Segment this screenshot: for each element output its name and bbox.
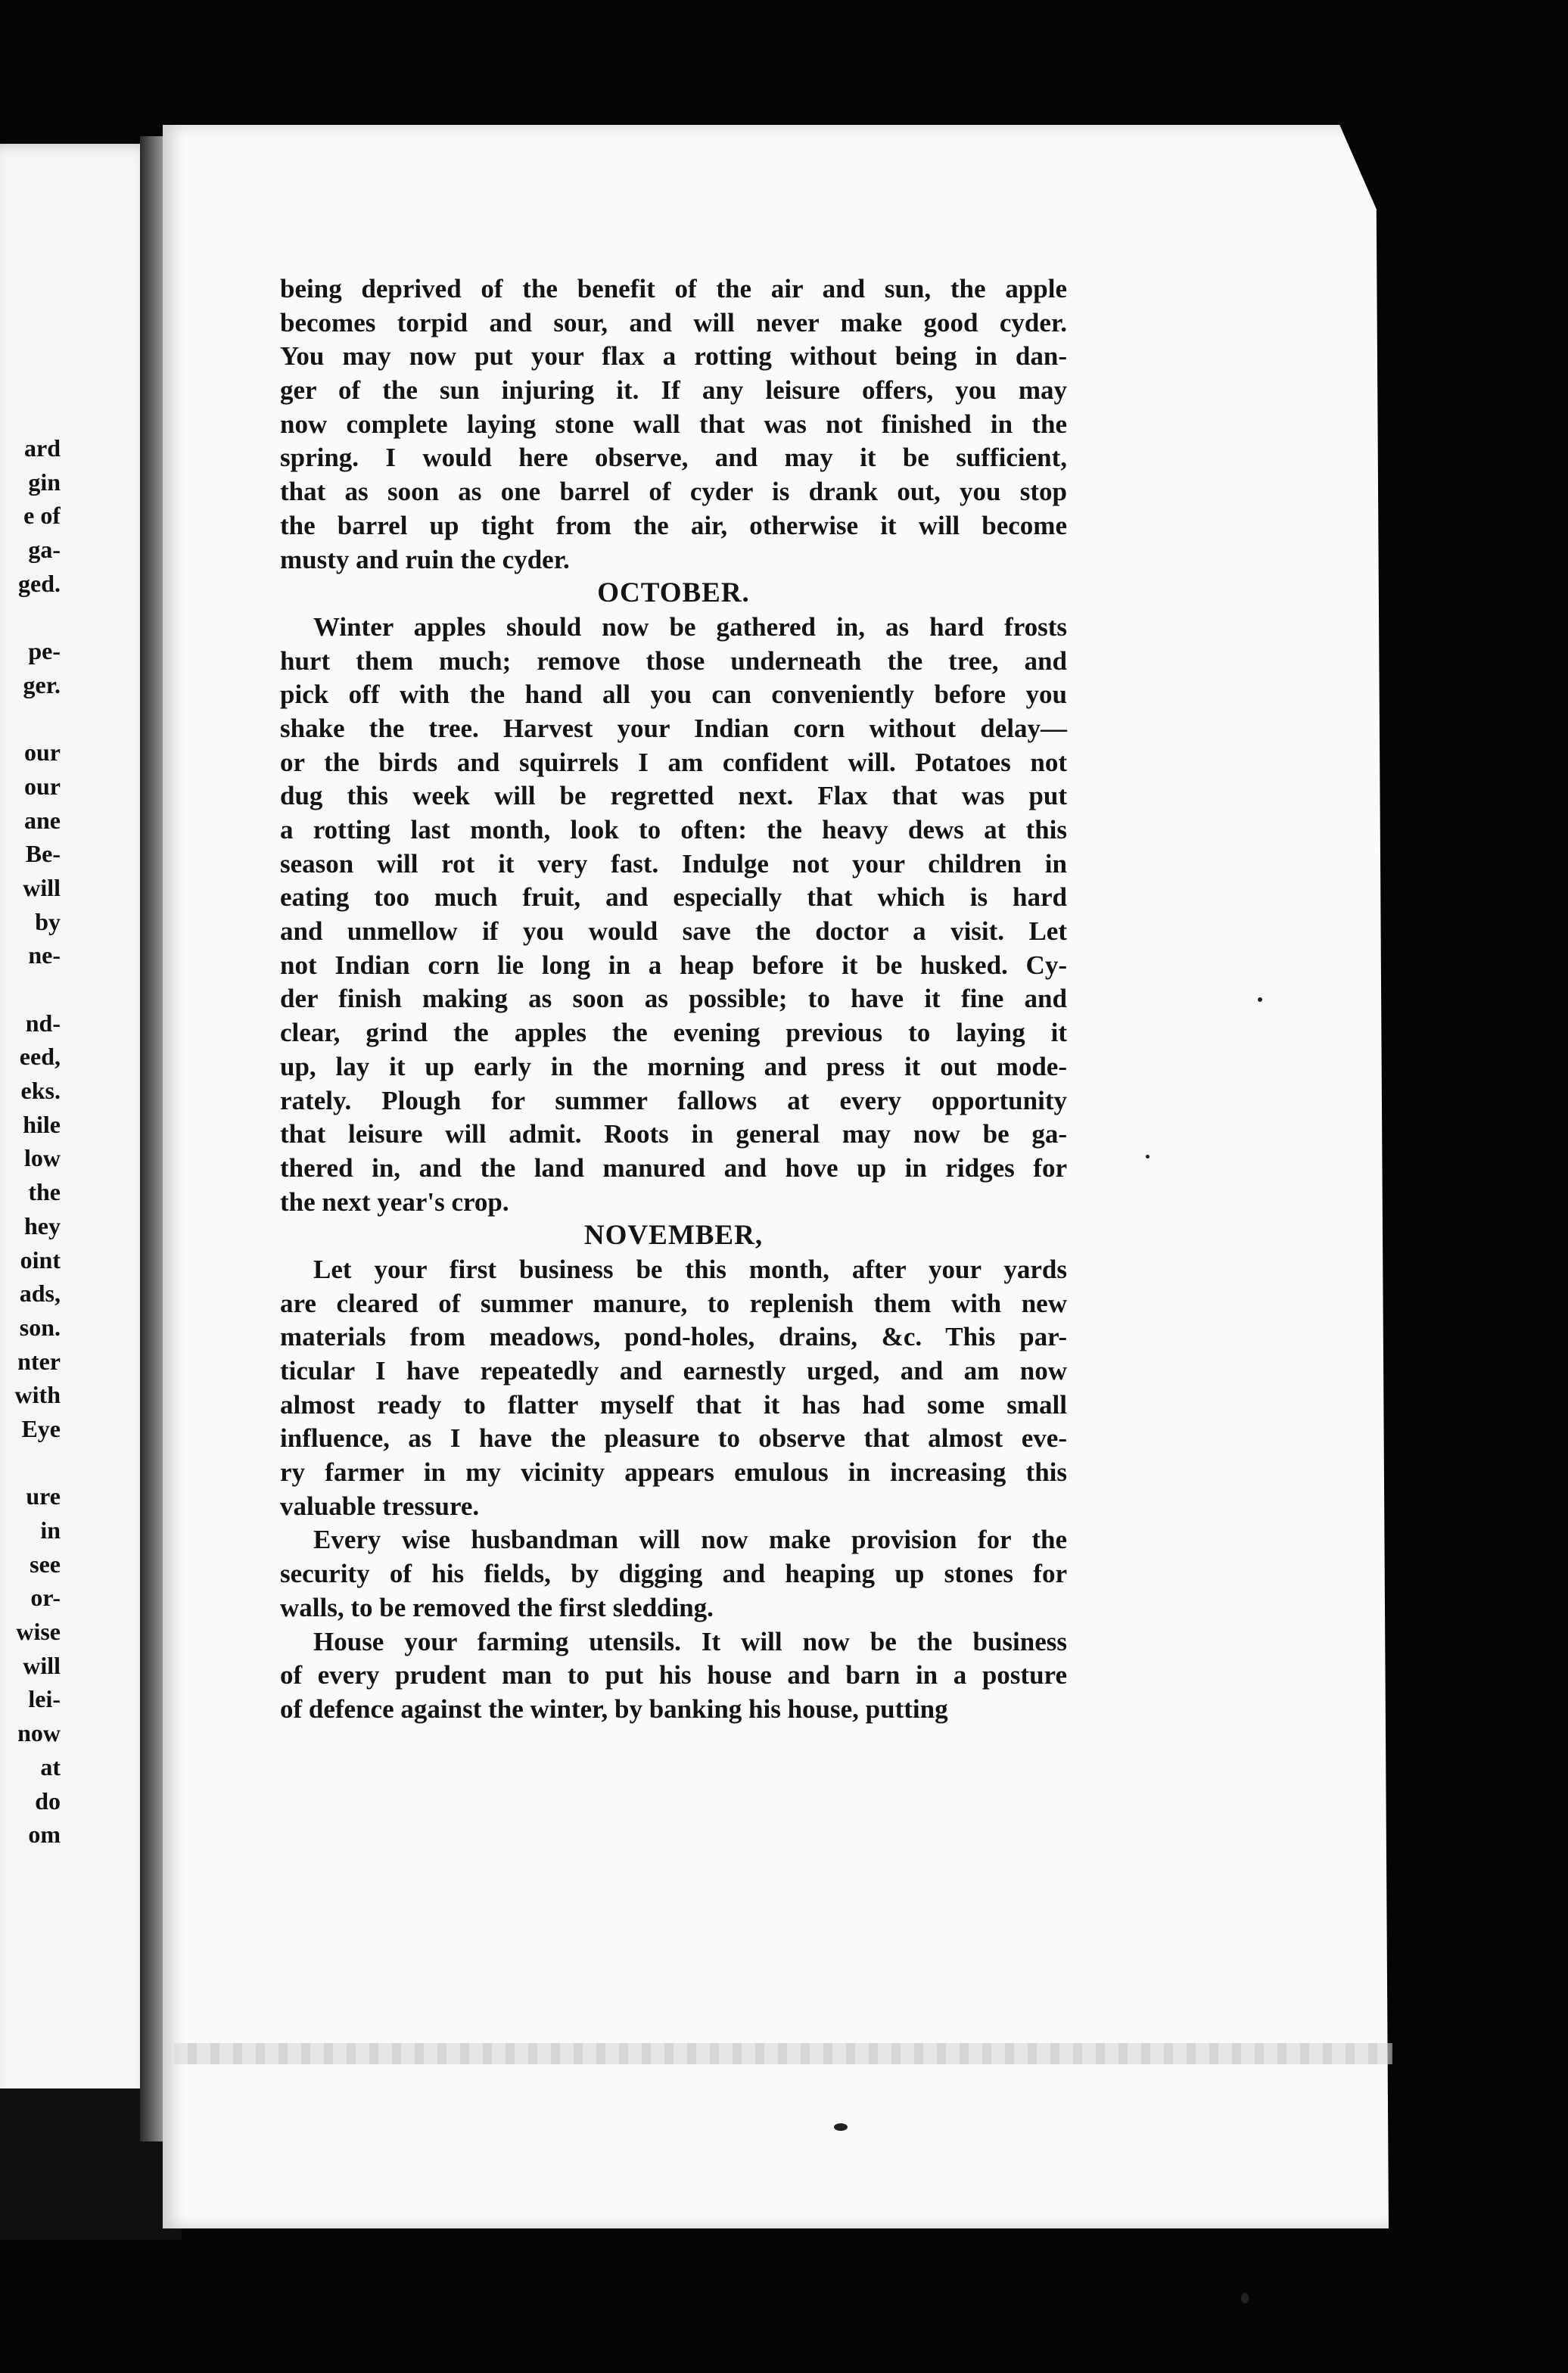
text-line: rately. Plough for summer fallows at every opportunity xyxy=(280,1085,1067,1115)
month-heading: OCTOBER. xyxy=(597,577,750,609)
left-page-fragment: Be- xyxy=(25,840,61,868)
text-line: Every wise husbandman will now make provision for the xyxy=(313,1525,1067,1555)
text-line: of defence against the winter, by banking his house, putting xyxy=(280,1693,948,1724)
text-line: up, lay it up early in the morning and press it out mode- xyxy=(280,1051,1067,1081)
left-page-fragment: om xyxy=(28,1821,61,1849)
text-line: season will rot it very fast. Indulge not your children in xyxy=(280,848,1067,879)
text-line: the barrel up tight from the air, otherwise it will become xyxy=(280,510,1067,540)
text-line: valuable tressure. xyxy=(280,1491,480,1521)
left-page-fragment: see xyxy=(30,1550,61,1578)
text-line: shake the tree. Harvest your Indian corn without delay— xyxy=(280,713,1067,743)
ink-speck xyxy=(1146,1155,1150,1159)
text-line: thered in, and the land manured and hove up in ridges for xyxy=(280,1152,1067,1183)
text-line: spring. I would here observe, and may it be sufficient, xyxy=(280,443,1067,473)
left-page-fragment xyxy=(0,1446,61,1480)
text-line: eating too much fruit, and especially that which is hard xyxy=(280,882,1067,913)
ink-speck xyxy=(1258,997,1262,1002)
text-line: and unmellow if you would save the doctor a visit. Let xyxy=(280,916,1067,947)
text-line: musty and ruin the cyder. xyxy=(280,544,570,574)
left-page-fragment xyxy=(0,702,61,736)
text-line: ry farmer in my vicinity appears emulous in increasing this xyxy=(280,1457,1067,1488)
left-page-fragment: son. xyxy=(19,1313,61,1341)
text-line: now complete laying stone wall that was not finished in the xyxy=(280,409,1067,439)
text-line: der finish making as soon as possible; to have it fine and xyxy=(280,984,1067,1014)
text-line: You may now put your flax a rotting without being in dan- xyxy=(280,341,1067,372)
left-page-fragment: ga- xyxy=(28,536,61,564)
left-page-fragment: wise xyxy=(16,1618,61,1646)
left-page-fragment: ne- xyxy=(28,941,61,969)
text-line: the next year's crop. xyxy=(280,1186,509,1217)
text-line: clear, grind the apples the evening previous to laying it xyxy=(280,1018,1067,1048)
month-heading: NOVEMBER, xyxy=(583,1220,764,1252)
left-page-fragment: nd- xyxy=(25,1009,61,1037)
left-page-text-fragments xyxy=(0,431,61,1852)
text-line: dug this week will be regretted next. Flax that was put xyxy=(280,781,1067,811)
left-page-fragment: low xyxy=(24,1144,61,1172)
left-page-fragment: ure xyxy=(26,1482,61,1510)
left-page-fragment: ard xyxy=(24,434,61,462)
left-page-fragment: hey xyxy=(24,1211,61,1239)
main-page-text xyxy=(280,272,1067,1727)
left-facing-page xyxy=(0,144,155,2104)
left-page-fragment: nter xyxy=(17,1347,61,1375)
text-line: almost ready to flatter myself that it has had some small xyxy=(280,1389,1067,1420)
text-line: that leisure will admit. Roots in general may now be ga- xyxy=(280,1119,1067,1149)
left-page-fragment: eks. xyxy=(20,1077,61,1105)
left-page-fragment: hile xyxy=(23,1110,61,1138)
left-page-fragment: in xyxy=(40,1516,61,1544)
text-line: pick off with the hand all you can conveniently before you xyxy=(280,680,1067,710)
left-page-fragment: our xyxy=(24,772,61,800)
left-page-fragment: ged. xyxy=(18,569,61,597)
left-page-fragment: oint xyxy=(20,1246,61,1274)
left-page-fragment xyxy=(0,600,61,634)
left-page-fragment: with xyxy=(14,1381,61,1409)
text-line: a rotting last month, look to often: the heavy dews at this xyxy=(280,815,1067,844)
ink-speck xyxy=(1241,2293,1249,2303)
left-page-fragment: our xyxy=(24,739,61,767)
left-page-fragment: eed, xyxy=(19,1043,61,1071)
left-page-fragment: Eye xyxy=(21,1414,61,1442)
ink-speck xyxy=(834,2123,848,2131)
text-line: that as soon as one barrel of cyder is drank out, you stop xyxy=(280,477,1067,507)
text-line: not Indian corn lie long in a heap before it be husked. Cy- xyxy=(280,950,1067,980)
text-line: are cleared of summer manure, to replenish them with new xyxy=(280,1288,1067,1318)
text-line: Let your first business be this month, after your yards xyxy=(313,1254,1067,1284)
left-page-fragment: by xyxy=(35,907,61,935)
left-page-fragment: the xyxy=(28,1178,61,1206)
left-page-fragment: lei- xyxy=(28,1685,61,1713)
text-line: becomes torpid and sour, and will never make good cyder. xyxy=(280,307,1067,337)
text-line: hurt them much; remove those underneath the tree, and xyxy=(280,645,1067,676)
left-page-fragment: pe- xyxy=(28,637,61,665)
left-page-fragment: ger. xyxy=(23,670,61,698)
left-page-fragment: now xyxy=(17,1719,61,1747)
left-page-fragment: ane xyxy=(24,806,61,834)
left-page-fragment: do xyxy=(35,1787,61,1815)
left-page-fragment: or- xyxy=(30,1584,61,1612)
text-line: walls, to be removed the first sledding. xyxy=(280,1592,714,1622)
left-page-fragment: ads, xyxy=(19,1280,61,1308)
text-line: ger of the sun injuring it. If any leisure offers, you may xyxy=(280,375,1067,406)
text-line: influence, as I have the pleasure to observe that almost eve- xyxy=(280,1423,1067,1454)
left-page-fragment: will xyxy=(23,1651,61,1679)
left-page-fragment: gin xyxy=(28,468,61,496)
text-line: materials from meadows, pond-holes, drains, &c. This par- xyxy=(280,1322,1067,1352)
text-line: Winter apples should now be gathered in, as hard frosts xyxy=(313,611,1067,642)
left-page-fragment: at xyxy=(40,1753,61,1781)
text-line: or the birds and squirrels I am confident will. Potatoes not xyxy=(280,747,1067,777)
page-edge-texture xyxy=(174,2043,1392,2064)
text-line: security of his fields, by digging and heaping up stones for xyxy=(280,1559,1067,1589)
left-page-fragment: e of xyxy=(23,502,61,530)
text-line: ticular I have repeatedly and earnestly urged, and am now xyxy=(280,1356,1067,1386)
text-line: of every prudent man to put his house and barn in a posture xyxy=(280,1660,1067,1690)
text-line: being deprived of the benefit of the air and sun, the apple xyxy=(280,274,1067,303)
text-line: House your farming utensils. It will now be the business xyxy=(313,1626,1067,1656)
left-page-fragment: will xyxy=(23,873,61,901)
left-page-fragment xyxy=(0,972,61,1006)
